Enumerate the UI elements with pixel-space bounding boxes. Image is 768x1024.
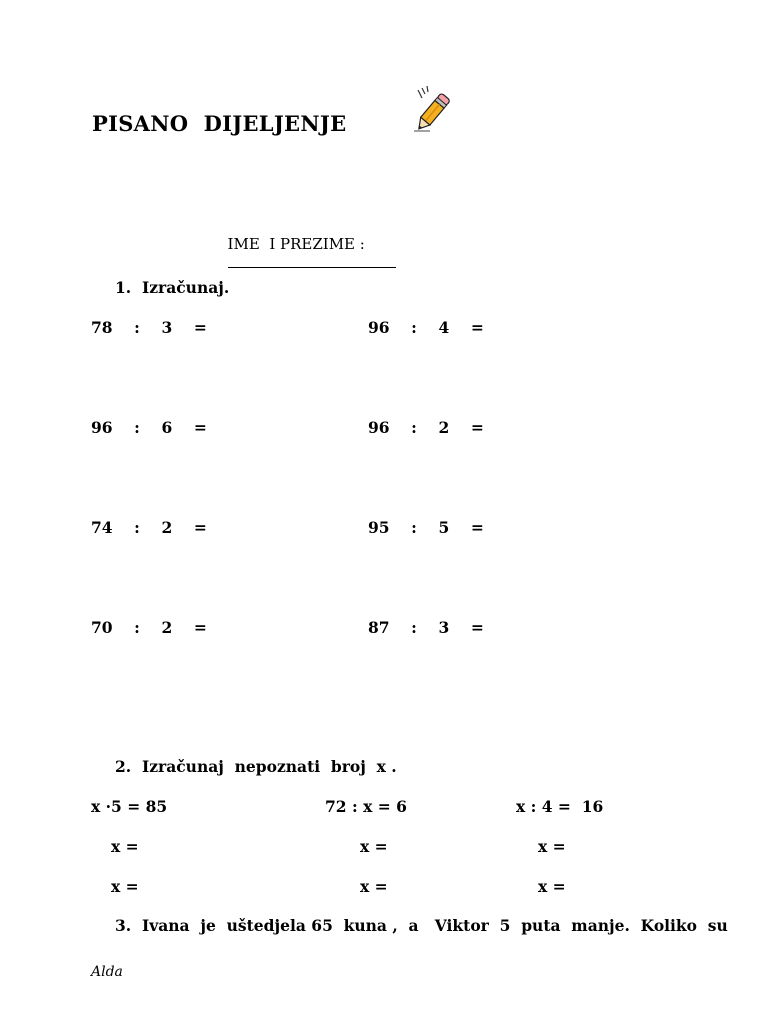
x-answer-label: x = [538,837,566,856]
task2-equation: x ·5 = 85 [91,797,168,816]
x-answer-label: x = [360,877,388,896]
task2-heading: 2. Izračunaj nepoznati broj x . [115,757,397,776]
task1-equation: 96 : 6 = [91,418,207,437]
task3-text: 3. Ivana je uštedjela 65 kuna , a Viktor 5 puta manje. Koliko su [115,916,728,935]
page-title: PISANO DIJELJENJE [92,111,347,136]
name-blank-line [228,253,396,268]
task2-equation: 72 : x = 6 [325,797,407,816]
x-answer-label: x = [111,837,139,856]
footer-author: Alda [91,964,123,980]
task1-equation: 87 : 3 = [368,618,484,637]
task1-equation: 96 : 4 = [368,318,484,337]
task1-equation: 78 : 3 = [91,318,207,337]
pencil-icon [408,84,458,136]
task1-equation: 74 : 2 = [91,518,207,537]
x-answer-label: x = [111,877,139,896]
x-answer-label: x = [360,837,388,856]
task1-equation: 96 : 2 = [368,418,484,437]
task1-heading: 1. Izračunaj. [115,278,230,297]
task1-equation: 70 : 2 = [91,618,207,637]
name-label: IME I PREZIME : [227,235,365,253]
x-answer-label: x = [538,877,566,896]
task1-equation: 95 : 5 = [368,518,484,537]
name-field [218,217,396,272]
task2-equation: x : 4 = 16 [516,797,604,816]
